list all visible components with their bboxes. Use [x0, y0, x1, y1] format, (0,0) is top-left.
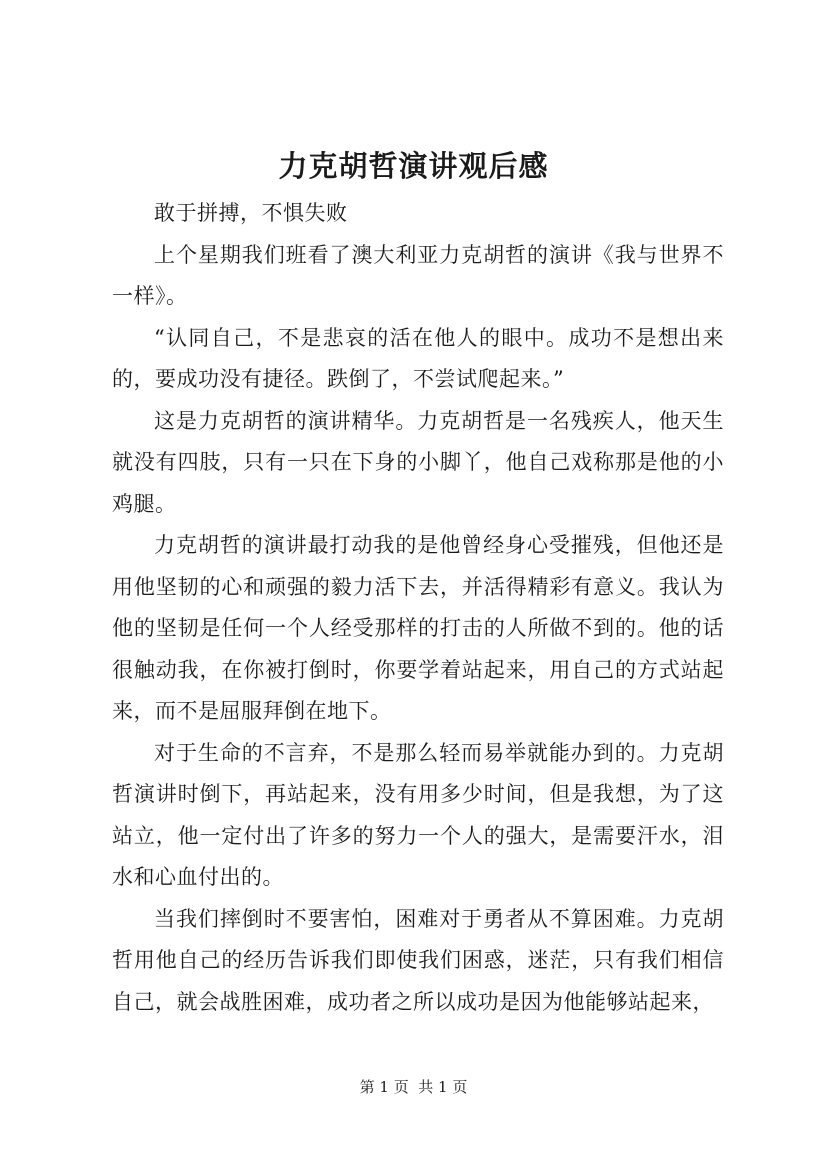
paragraph: 对于生命的不言弃，不是那么轻而易举就能办到的。力克胡哲演讲时倒下，再站起来，没有用多少时间，但是我想，为了这站立，他一定付出了许多的努力一个人的强大，是需要汗水，泪水和心血付出的。 — [112, 740, 724, 889]
paragraph-quote: “认同自己，不是悲哀的活在他人的眼中。成功不是想出来的，要成功没有捷径。跌倒了，不尝试爬起来。” — [112, 325, 724, 391]
page-footer — [0, 1077, 827, 1097]
page-number-label: 第 1 页 共 1 页 — [359, 1078, 468, 1096]
paragraph: 当我们摔倒时不要害怕，困难对于勇者从不算困难。力克胡哲用他自己的经历告诉我们即使我们困惑，迷茫，只有我们相信自己，就会战胜困难，成功者之所以成功是因为他能够站起来， — [112, 906, 724, 1014]
paragraph: 上个星期我们班看了澳大利亚力克胡哲的演讲《我与世界不一样》。 — [112, 242, 724, 308]
paragraph: 力克胡哲的演讲最打动我的是他曾经身心受摧残，但他还是用他坚韧的心和顽强的毅力活下去，并活得精彩有意义。我认为他的坚韧是任何一个人经受那样的打击的人所做不到的。他的话很触动我，在你被打倒时，你要学着站起来，用自己的方式站起来，而不是屈服拜倒在地下。 — [112, 533, 724, 723]
paragraph-subtitle: 敢于拼搏，不惧失败 — [154, 201, 348, 225]
document-body — [112, 193, 724, 1023]
paragraph: 这是力克胡哲的演讲精华。力克胡哲是一名残疾人，他天生就没有四肢，只有一只在下身的小脚丫，他自己戏称那是他的小鸡腿。 — [112, 408, 724, 516]
document-title: 力克胡哲演讲观后感 — [278, 149, 549, 183]
